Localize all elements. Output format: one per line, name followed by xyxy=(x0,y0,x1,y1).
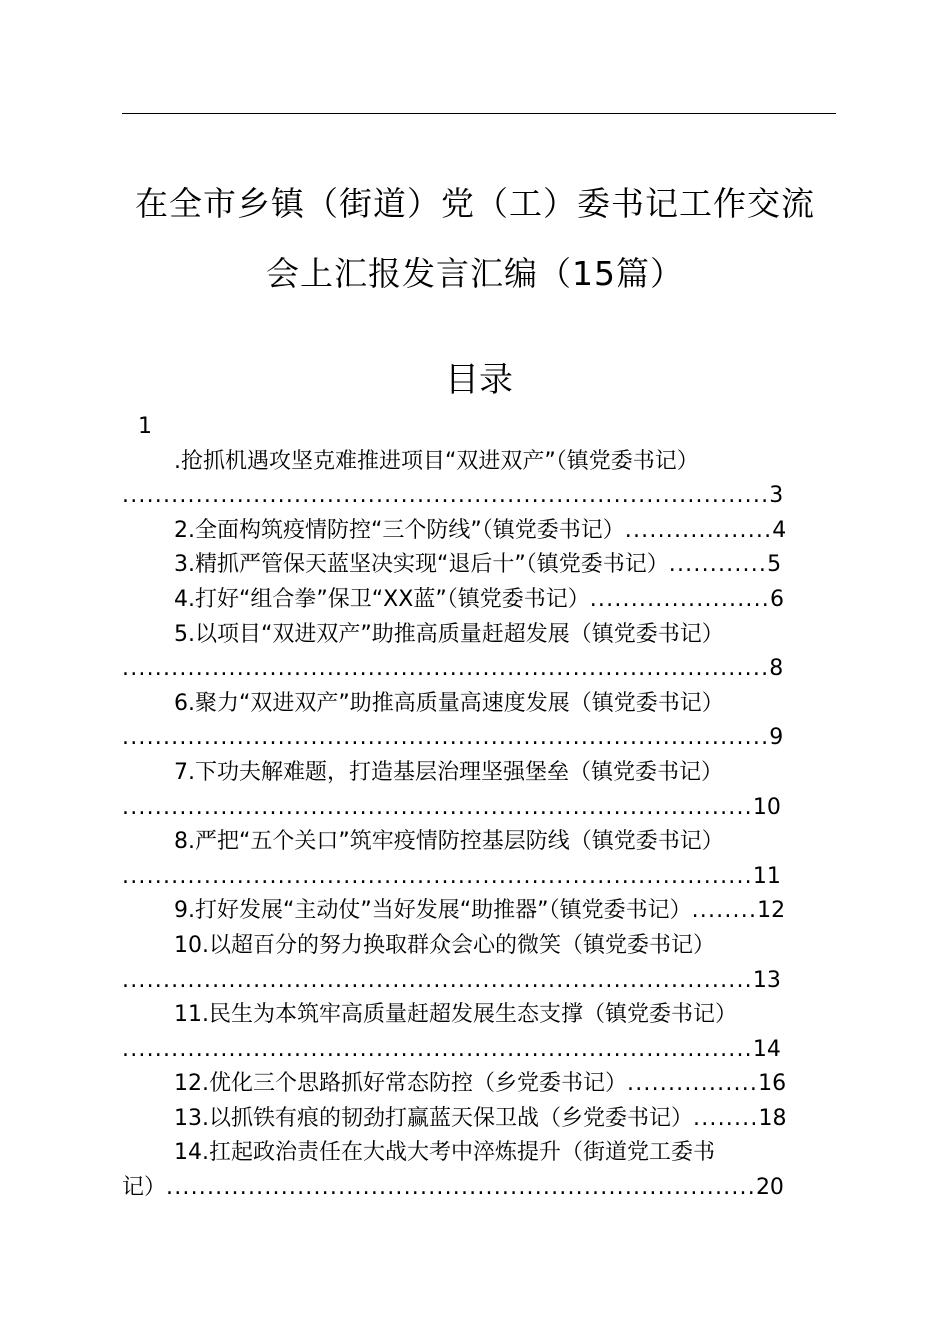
toc-item-4[interactable] xyxy=(122,583,836,618)
toc-item-11-leader[interactable] xyxy=(122,1033,836,1068)
dot-leader: ........................................................................ xyxy=(166,1175,756,1201)
header-rule xyxy=(122,113,836,114)
toc-item-4-title: 4.打好“组合拳”保卫“XX蓝”（镇党委书记） xyxy=(174,586,590,612)
toc-item-3-page: 5 xyxy=(767,552,782,578)
dot-leader: ............................................................................. xyxy=(122,794,753,820)
toc-item-6-page: 9 xyxy=(769,725,784,751)
table-of-contents xyxy=(122,410,836,1206)
toc-item-8-page: 11 xyxy=(752,863,781,889)
dot-leader: ............ xyxy=(668,552,768,578)
toc-item-14-page: 20 xyxy=(755,1175,784,1201)
toc-item-6-title[interactable]: 6.聚力“双进双产”助推高质量高速度发展（镇党委书记） xyxy=(174,690,724,716)
toc-item-5-leader[interactable] xyxy=(122,652,836,687)
toc-item-10-page: 13 xyxy=(752,967,781,993)
toc-item-13-title: 13.以抓铁有痕的韧劲打赢蓝天保卫战（乡党委书记） xyxy=(174,1105,693,1131)
dot-leader: ................ xyxy=(627,1071,759,1097)
toc-item-7-title[interactable]: 7.下功夫解难题，打造基层治理坚强堡垒（镇党委书记） xyxy=(174,759,723,785)
toc-item-9-title: 9.打好发展“主动仗”当好发展“助推器”（镇党委书记） xyxy=(174,898,692,924)
dot-leader: ............................................................................. xyxy=(122,863,753,889)
toc-item-12-title: 12.优化三个思路抓好常态防控（乡党委书记） xyxy=(174,1071,627,1097)
dot-leader: ........ xyxy=(693,1105,759,1131)
toc-item-7-page: 10 xyxy=(752,794,781,820)
toc-item-2-title: 2.全面构筑疫情防控“三个防线”（镇党委书记） xyxy=(174,517,625,543)
toc-item-3[interactable] xyxy=(122,548,836,583)
toc-item-12-page: 16 xyxy=(758,1071,787,1097)
toc-item-5-title[interactable]: 5.以项目“双进双产”助推高质量赶超发展（镇党委书记） xyxy=(174,621,724,647)
dot-leader: .................. xyxy=(624,517,773,543)
toc-item-4-page: 6 xyxy=(769,586,784,612)
toc-item-13[interactable] xyxy=(122,1102,836,1137)
toc-item-12[interactable] xyxy=(122,1067,836,1102)
toc-heading: 目录 xyxy=(445,360,513,400)
toc-item-8-title[interactable]: 8.严把“五个关口”筑牢疫情防控基层防线（镇党委书记） xyxy=(174,829,724,855)
dot-leader: ............................................................................. xyxy=(122,967,753,993)
toc-item-9[interactable] xyxy=(122,894,836,929)
toc-item-1-title[interactable]: .抢抓机遇攻坚克难推进项目“双进双产”（镇党委书记） xyxy=(174,448,699,474)
toc-item-5-page: 8 xyxy=(769,656,784,682)
dot-leader: ............................................................................... xyxy=(122,656,770,682)
dot-leader: ............................................................................... xyxy=(122,483,770,509)
toc-item-11-title[interactable]: 11.民生为本筑牢高质量赶超发展生态支撑（镇党委书记） xyxy=(174,1002,737,1028)
toc-item-13-page: 18 xyxy=(758,1105,787,1131)
toc-item-1-page: 3 xyxy=(769,483,784,509)
toc-item-3-title: 3.精抓严管保天蓝坚决实现“退后十”（镇党委书记） xyxy=(174,552,669,578)
toc-item-9-page: 12 xyxy=(757,898,786,924)
document-title-line-2: 会上汇报发言汇编（15篇） xyxy=(266,254,684,293)
toc-item-10-leader[interactable] xyxy=(122,964,836,999)
toc-item-11-page: 14 xyxy=(752,1036,781,1062)
toc-item-14-title-cont: 记） xyxy=(122,1175,167,1201)
dot-leader: ...................... xyxy=(589,586,770,612)
dot-leader: ........ xyxy=(691,898,758,924)
toc-item-7-leader[interactable] xyxy=(122,791,836,826)
toc-item-14-leader[interactable] xyxy=(122,1171,836,1206)
toc-item-14-title[interactable]: 14.扛起政治责任在大战大考中淬炼提升（街道党工委书 xyxy=(174,1140,715,1166)
dot-leader: ............................................................................. xyxy=(122,1036,753,1062)
toc-item-2[interactable] xyxy=(122,514,836,549)
dot-leader: ............................................................................... xyxy=(122,725,770,751)
toc-item-1-number[interactable]: 1 xyxy=(138,414,152,439)
toc-item-8-leader[interactable] xyxy=(122,860,836,895)
toc-item-6-leader[interactable] xyxy=(122,721,836,756)
document-title-line-1: 在全市乡镇（街道）党（工）委书记工作交流 xyxy=(135,184,815,223)
toc-item-2-page: 4 xyxy=(772,517,787,543)
toc-item-10-title[interactable]: 10.以超百分的努力换取群众会心的微笑（镇党委书记） xyxy=(174,932,715,958)
toc-item-1-leader[interactable] xyxy=(122,479,836,514)
